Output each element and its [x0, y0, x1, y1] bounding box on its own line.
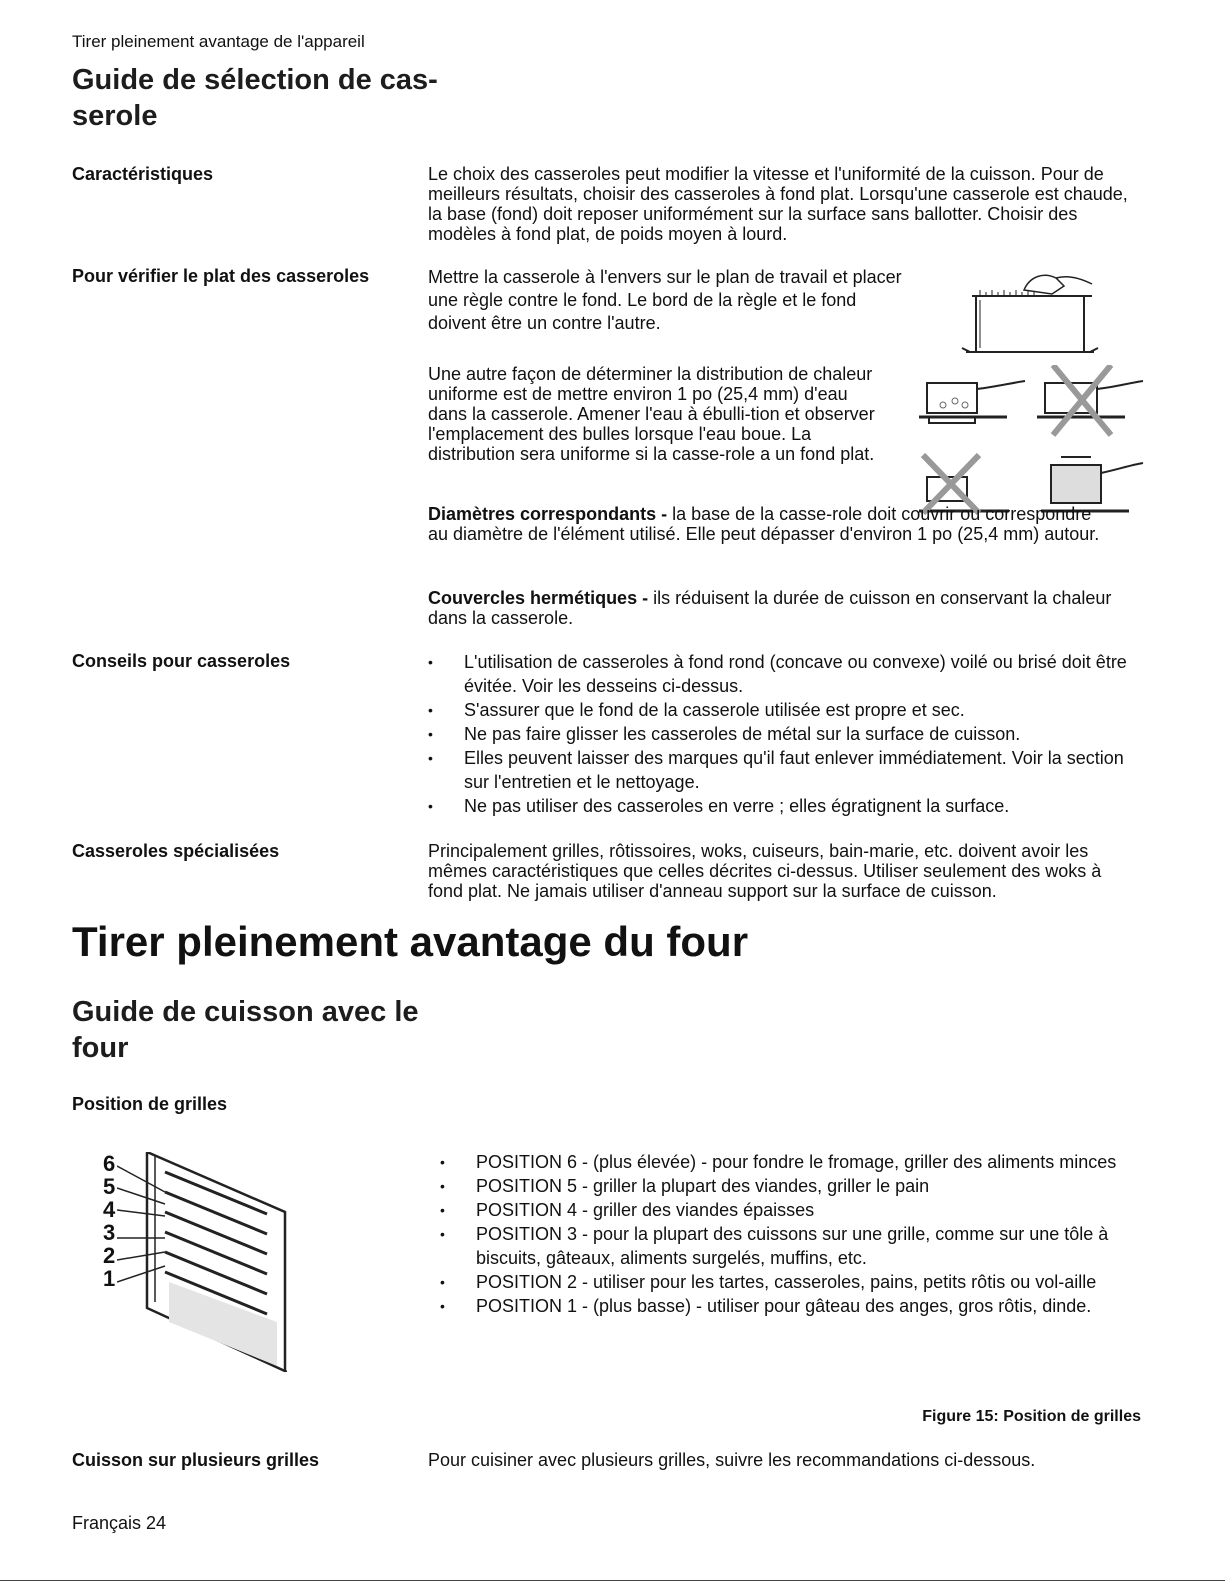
conseils-list [428, 650, 1138, 818]
section-title-pan-guide [72, 62, 438, 134]
rack-numbers [103, 1152, 115, 1290]
warped-pan-crossed-icon [1037, 365, 1143, 435]
diametres-paragraph [428, 504, 1108, 544]
domed-pan-crossed-icon [1041, 457, 1143, 511]
label-multi-grilles: Cuisson sur plusieurs grilles [72, 1450, 320, 1470]
label-position-grilles: Position de grilles [72, 1094, 228, 1114]
text-specialisees: Principalement grilles, rôtissoires, woks, cuiseurs, bain-marie, etc. doivent avoir les mêmes caractéristiques que celles décrites ci-dessus. Utiliser seulement des woks à fond plat. Ne jamais utiliser d'anneau support sur la surface de cuisson. [428, 841, 1102, 901]
text-multi-grilles: Pour cuisiner avec plusieurs grilles, suivre les recommandations ci-dessous. [428, 1450, 1036, 1470]
list-item: • POSITION 2 - utiliser pour les tartes, casseroles, pains, petits rôtis ou vol-aille [440, 1270, 1130, 1294]
pan-flatness-illustrations [915, 365, 1145, 525]
running-header: Tirer pleinement avantage de l'appareil [72, 32, 365, 51]
diametres-text: la base de la casse-role doit couvrir ou correspondre au diamètre de l'élément utilisé. Elle peut dépasser d'environ 1 po (25,4 mm) autour. [428, 504, 1100, 544]
label-caracteristiques: Caractéristiques [72, 164, 214, 184]
list-item: • POSITION 5 - griller la plupart des viandes, griller le pain [440, 1174, 1130, 1198]
list-item: • POSITION 1 - (plus basse) - utiliser pour gâteau des anges, gros rôtis, dinde. [440, 1294, 1130, 1318]
subtitle-line-1: Guide de cuisson avec le [72, 996, 419, 1028]
list-item: • Ne pas faire glisser les casseroles de métal sur la surface de cuisson. [428, 722, 1138, 746]
rack-number: 4 [103, 1197, 116, 1222]
oven-cavity-drawing [117, 1152, 287, 1372]
title-line-2: serole [72, 100, 158, 132]
text-verifier-1: Mettre la casserole à l'envers sur le plan de travail et placer une règle contre le fond. Le bord de la règle et le fond doivent être un contre l'autre. [428, 267, 902, 333]
label-specialisees: Casseroles spécialisées [72, 841, 280, 861]
flat-pan-icon [919, 381, 1025, 423]
ruler-pan-illustration [960, 268, 1100, 360]
section-title-oven: Tirer pleinement avantage du four [72, 918, 749, 965]
diametres-title: Diamètres correspondants - [428, 504, 668, 524]
couvercles-text: ils réduisent la durée de cuisson en conservant la chaleur dans la casserole. [428, 588, 1112, 628]
couvercles-paragraph [428, 588, 1128, 628]
rack-number: 5 [103, 1174, 116, 1199]
list-item: • Elles peuvent laisser des marques qu'il faut enlever immédiatement. Voir la section sur l'entretien et le nettoyage. [428, 746, 1138, 794]
bottom-rule [0, 1580, 1225, 1581]
subtitle-line-2: four [72, 1032, 129, 1064]
couvercles-title: Couvercles hermétiques - [428, 588, 649, 608]
rack-number: 6 [103, 1151, 116, 1176]
list-item: • S'assurer que le fond de la casserole utilisée est propre et sec. [428, 698, 1138, 722]
list-item: • POSITION 3 - pour la plupart des cuissons sur une grille, comme sur une tôle à biscuits, gâteaux, aliments surgelés, muffins, etc. [440, 1222, 1130, 1270]
list-item: • Ne pas utiliser des casseroles en verre ; elles égratignent la surface. [428, 794, 1138, 818]
rack-position-figure [103, 1152, 303, 1372]
list-item: • POSITION 6 - (plus élevée) - pour fondre le fromage, griller des aliments minces [440, 1150, 1130, 1174]
rack-number: 2 [103, 1243, 116, 1268]
list-item: • POSITION 4 - griller des viandes épaisses [440, 1198, 1130, 1222]
label-verifier: Pour vérifier le plat des casseroles [72, 266, 370, 286]
rack-number: 1 [103, 1266, 116, 1291]
rack-positions-list [440, 1150, 1130, 1318]
list-item: • L'utilisation de casseroles à fond rond (concave ou convexe) voilé ou brisé doit être évitée. Voir les desseins ci-dessus. [428, 650, 1138, 698]
title-line-1: Guide de sélection de cas- [72, 64, 438, 96]
subsection-title-oven-guide [72, 994, 419, 1066]
text-verifier-2: Une autre façon de déterminer la distribution de chaleur uniforme est de mettre environ 1 po (25,4 mm) d'eau dans la casserole. Amener l'eau à ébulli-tion et observer l'emplacement des bulles lorsque l'eau boue. La distribution sera uniforme si la casse-role a un fond plat. [428, 364, 875, 464]
rack-number: 3 [103, 1220, 116, 1245]
page-footer: Français 24 [72, 1513, 167, 1533]
figure-caption: Figure 15: Position de grilles [922, 1408, 1141, 1425]
text-caracteristiques: Le choix des casseroles peut modifier la vitesse et l'uniformité de la cuisson. Pour de meilleurs résultats, choisir des casseroles à fond plat. Lorsqu'une casserole est chaude, la base (fond) doit reposer uniformément sur la surface sans ballotter. Choisir des modèles à fond plat, de poids moyen à lourd. [428, 164, 1128, 244]
label-conseils: Conseils pour casseroles [72, 651, 291, 671]
